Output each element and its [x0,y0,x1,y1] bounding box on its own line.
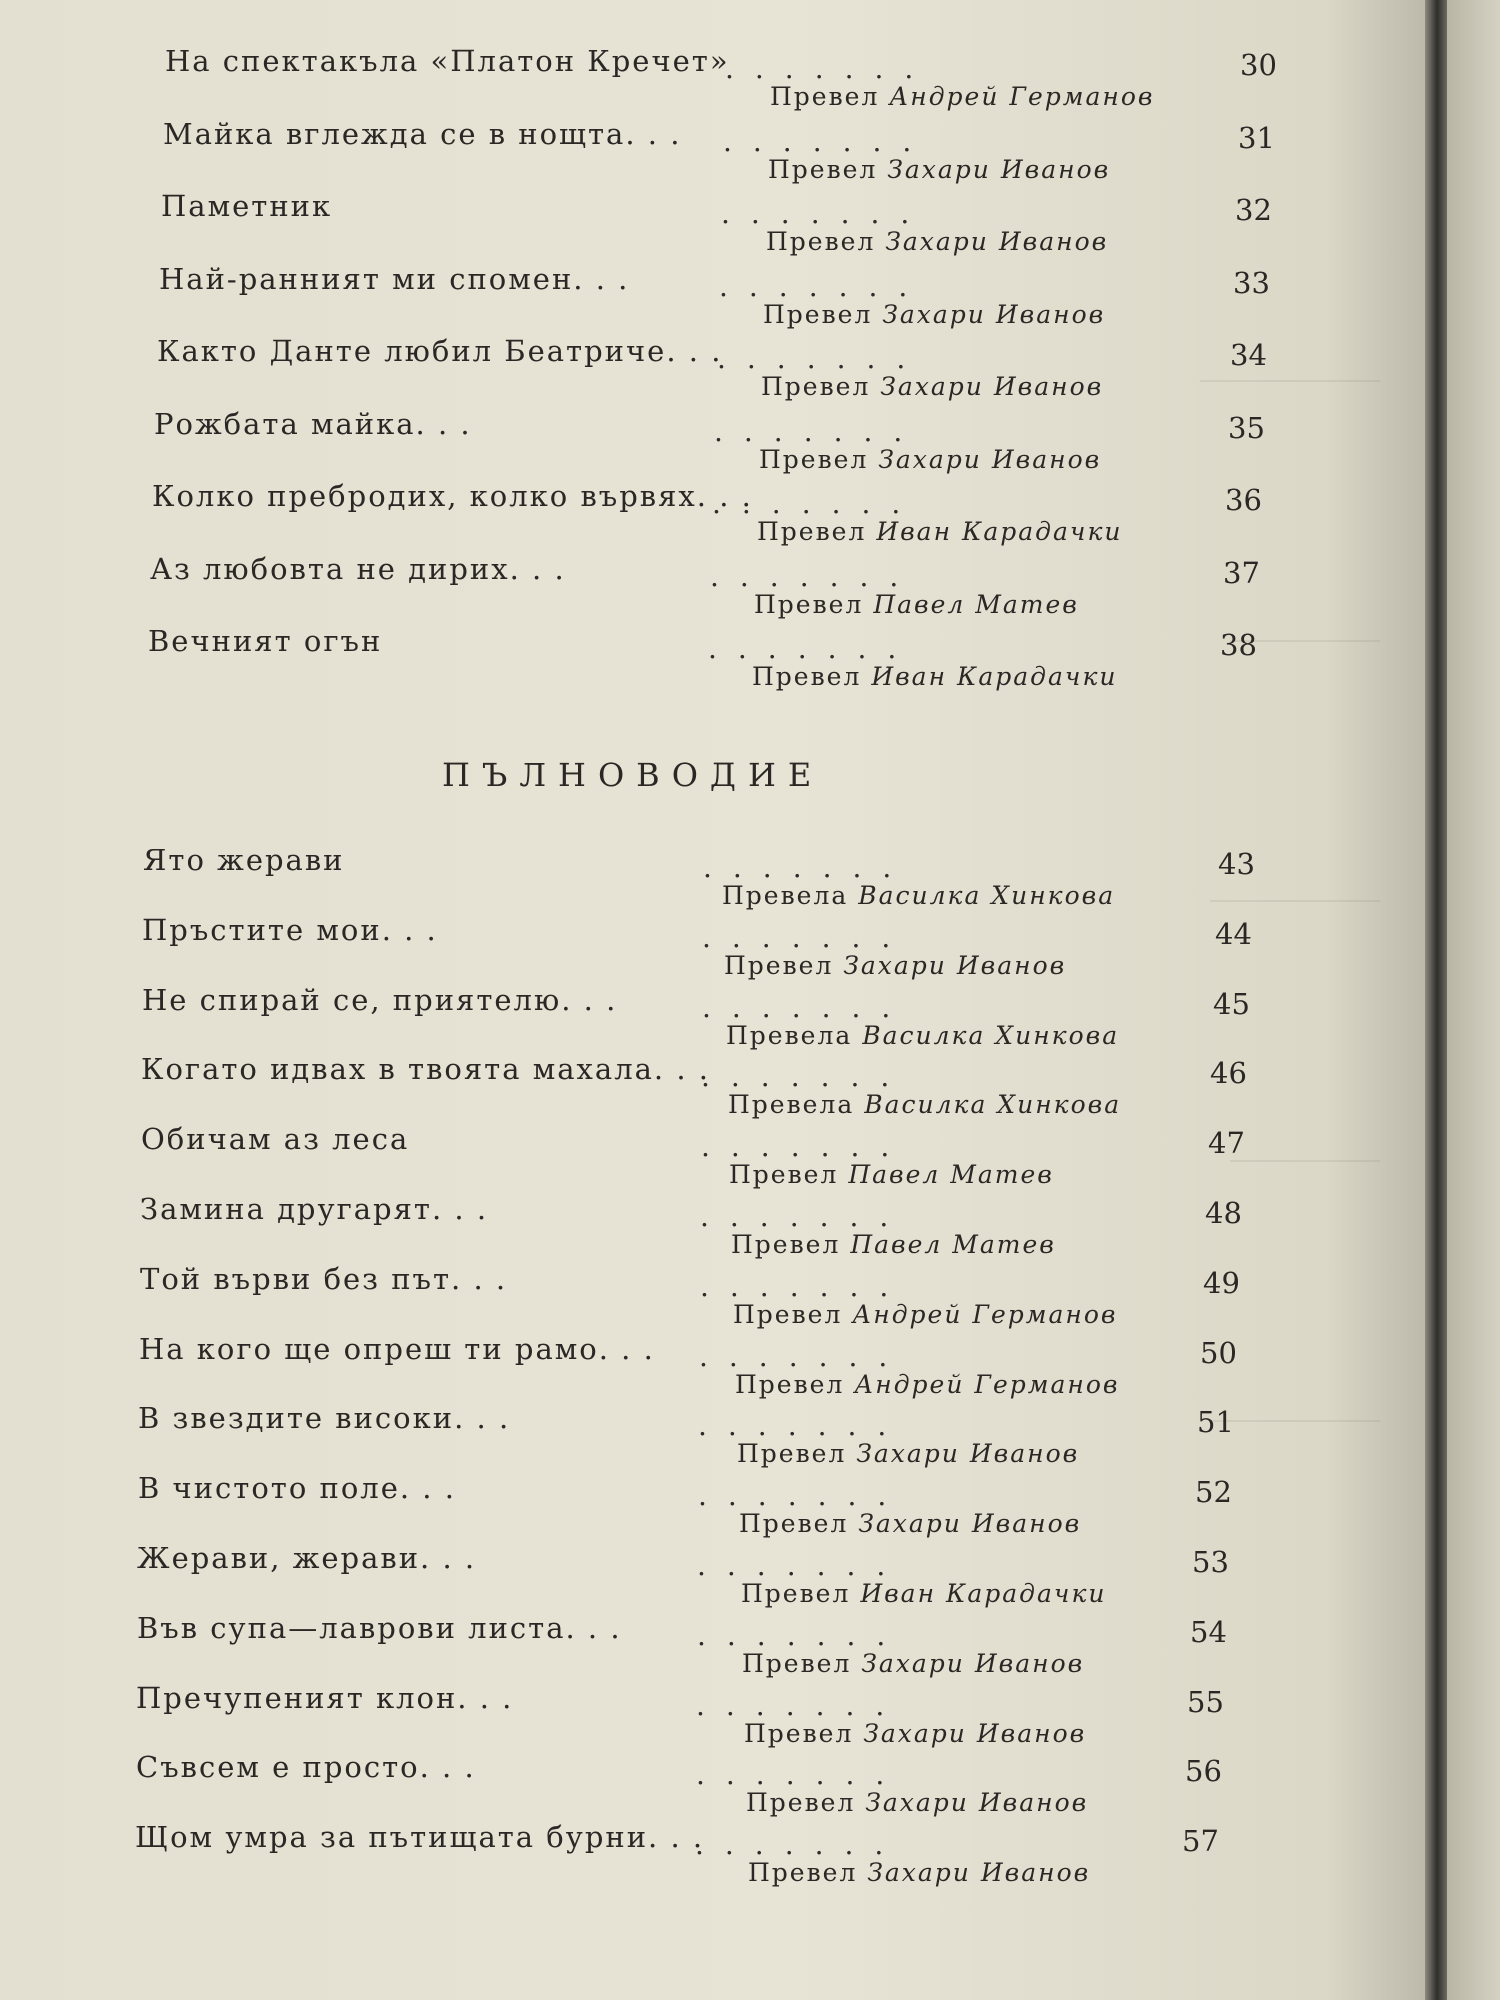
contents-entry [0,407,1440,479]
contents-entry [0,479,1440,551]
poem-title: В чистото поле. . . [138,1471,456,1505]
dot-leader: ....... [703,851,913,884]
page-number: 31 [1238,121,1275,155]
contents-entry [0,1611,1440,1683]
translator-name: Павел Матев [873,590,1079,619]
translator-credit [759,445,1101,474]
translator-verb: Превел [742,1649,852,1678]
translator-credit [754,590,1079,619]
contents-entry [0,1541,1440,1613]
translator-verb: Превел [737,1439,847,1468]
contents-entry [0,983,1440,1055]
translator-credit [761,372,1103,401]
poem-title: Колко пребродих, колко вървях. . . [152,479,753,513]
poem-title: Както Данте любил Беатриче. . . [157,334,723,368]
translator-credit [722,881,1115,910]
translator-credit [766,227,1108,256]
translator-name: Захари Иванов [880,372,1104,401]
poem-title: Майка вглежда се в нощта. . . [163,117,682,151]
translator-verb: Превела [728,1090,855,1119]
translator-name: Захари Иванов [885,227,1109,256]
translator-verb: Превел [744,1719,854,1748]
translator-verb: Превел [731,1230,841,1259]
page-number: 54 [1190,1615,1227,1649]
page-number: 34 [1230,338,1267,372]
translator-name: Захари Иванов [878,445,1102,474]
contents-entry [0,624,1440,696]
translator-credit [724,951,1066,980]
translator-verb: Превел [770,82,880,111]
translator-verb: Превел [757,517,867,546]
translator-credit [763,300,1105,329]
poem-title: Пръстите мои. . . [142,913,438,947]
translator-name: Василка Хинкова [862,1021,1120,1050]
translator-verb: Превел [759,445,869,474]
contents-entry [0,262,1440,334]
contents-entry [0,1262,1440,1334]
page-number: 53 [1192,1545,1229,1579]
contents-entry [0,1122,1440,1194]
dot-leader: ....... [710,560,920,593]
poem-title: Най-ранният ми спомен. . . [159,262,630,296]
translator-verb: Превела [722,881,849,910]
translator-verb: Превел [761,372,871,401]
page-number: 38 [1220,628,1257,662]
translator-verb: Превел [739,1509,849,1538]
dot-leader: ....... [695,1828,905,1861]
poem-title: Паметник [161,189,333,223]
translator-credit [741,1579,1106,1608]
translator-verb: Превел [733,1300,843,1329]
translator-name: Захари Иванов [882,300,1106,329]
translator-credit [726,1021,1119,1050]
page-number: 51 [1197,1405,1234,1439]
translator-credit [733,1300,1117,1329]
dot-leader: ....... [698,1409,908,1442]
translator-name: Иван Карадачки [860,1579,1107,1608]
translator-credit [735,1370,1119,1399]
contents-entry [0,189,1440,261]
translator-credit [752,662,1117,691]
translator-verb: Превел [763,300,873,329]
page-number: 55 [1187,1685,1224,1719]
poem-title: Замина другарят. . . [140,1192,489,1226]
translator-credit [729,1160,1054,1189]
dot-leader: ....... [714,415,924,448]
translator-credit [748,1858,1090,1887]
dot-leader: ....... [717,342,927,375]
contents-entry [0,1750,1440,1822]
dot-leader: ....... [696,1689,906,1722]
page-number: 48 [1205,1196,1242,1230]
poem-title: Аз любовта не дирих. . . [150,552,566,586]
translator-name: Захари Иванов [861,1649,1085,1678]
page-number: 46 [1210,1056,1247,1090]
translator-credit [739,1509,1081,1538]
poem-title: Ято жерави [143,843,345,877]
dot-leader: ....... [723,125,933,158]
page-number: 49 [1203,1266,1240,1300]
contents-entry [0,334,1440,406]
translator-name: Захари Иванов [858,1509,1082,1538]
translator-name: Павел Матев [848,1160,1054,1189]
page-number: 44 [1215,917,1252,951]
poem-title: Вечният огън [148,624,383,658]
page-number: 57 [1182,1824,1219,1858]
translator-credit [737,1439,1079,1468]
page-number: 45 [1213,987,1250,1021]
page-number: 43 [1218,847,1255,881]
translator-credit [768,155,1110,184]
translator-verb: Превел [746,1788,856,1817]
dot-leader: ....... [700,1270,910,1303]
contents-entry [0,1332,1440,1404]
dot-leader: ....... [697,1549,907,1582]
translator-credit [746,1788,1088,1817]
section-title: ПЪЛНОВОДИЕ [442,756,824,794]
dot-leader: ....... [696,1758,906,1791]
contents-entry [0,552,1440,624]
page-number: 36 [1225,483,1262,517]
contents-entry [0,1471,1440,1543]
dot-leader: ....... [721,197,931,230]
translator-name: Захари Иванов [867,1858,1091,1887]
translator-name: Захари Иванов [887,155,1111,184]
translator-name: Захари Иванов [865,1788,1089,1817]
contents-entry [0,1192,1440,1264]
contents-entry [0,1401,1440,1473]
translator-name: Павел Матев [850,1230,1056,1259]
contents-entry [0,1052,1440,1124]
translator-name: Андрей Германов [889,82,1155,111]
page-number: 37 [1223,556,1260,590]
dot-leader: ....... [698,1479,908,1512]
translator-credit [770,82,1154,111]
translator-verb: Превел [768,155,878,184]
translator-name: Захари Иванов [856,1439,1080,1468]
dot-leader: ....... [725,52,935,85]
dot-leader: ....... [708,632,918,665]
poem-title: Обичам аз леса [141,1122,410,1156]
translator-name: Андрей Германов [854,1370,1120,1399]
poem-title: На кого ще опреш ти рамо. . . [139,1332,655,1366]
poem-title: На спектакъла «Платон Кречет» [165,44,730,78]
translator-verb: Превел [766,227,876,256]
page-number: 52 [1195,1475,1232,1509]
contents-entry [0,117,1440,189]
poem-title: Щом умра за пътищата бурни. . . [135,1820,705,1854]
dot-leader: ....... [701,1130,911,1163]
poem-title: Когато идвах в твоята махала. . . [141,1052,710,1086]
translator-name: Василка Хинкова [858,881,1116,910]
dot-leader: ....... [702,991,912,1024]
poem-title: Пречупеният клон. . . [136,1681,514,1715]
page-number: 33 [1233,266,1270,300]
poem-title: Във супа—лаврови листа. . . [137,1611,622,1645]
translator-credit [742,1649,1084,1678]
dot-leader: ....... [719,270,929,303]
poem-title: Съвсем е просто. . . [136,1750,476,1784]
translator-credit [757,517,1122,546]
page-number: 30 [1240,48,1277,82]
contents-entry [0,44,1440,116]
translator-verb: Превел [754,590,864,619]
poem-title: Той върви без път. . . [140,1262,508,1296]
translator-credit [728,1090,1121,1119]
page-number: 56 [1185,1754,1222,1788]
poem-title: В звездите високи. . . [138,1401,511,1435]
poem-title: Жерави, жерави. . . [137,1541,477,1575]
dot-leader: ....... [701,1060,911,1093]
translator-name: Захари Иванов [843,951,1067,980]
translator-verb: Превела [726,1021,853,1050]
dot-leader: ....... [697,1619,907,1652]
translator-verb: Превел [752,662,862,691]
dot-leader: ....... [699,1340,909,1373]
contents-entry [0,1820,1440,1892]
contents-entry [0,843,1440,915]
poem-title: Рожбата майка. . . [154,407,472,441]
page-number: 32 [1235,193,1272,227]
translator-verb: Превел [729,1160,839,1189]
translator-name: Захари Иванов [863,1719,1087,1748]
translator-verb: Превел [724,951,834,980]
translator-credit [731,1230,1056,1259]
page-number: 35 [1228,411,1265,445]
translator-name: Иван Карадачки [871,662,1118,691]
translator-credit [744,1719,1086,1748]
translator-name: Андрей Германов [852,1300,1118,1329]
poem-title: Не спирай се, приятелю. . . [142,983,618,1017]
dot-leader: ....... [712,487,922,520]
contents-entry [0,1681,1440,1753]
translator-verb: Превел [748,1858,858,1887]
dot-leader: ....... [702,921,912,954]
translator-name: Василка Хинкова [864,1090,1122,1119]
translator-name: Иван Карадачки [876,517,1123,546]
facing-page-edge [1447,0,1500,2000]
translator-verb: Превел [735,1370,845,1399]
dot-leader: ....... [700,1200,910,1233]
contents-entry [0,913,1440,985]
page-number: 47 [1208,1126,1245,1160]
translator-verb: Превел [741,1579,851,1608]
page-number: 50 [1200,1336,1237,1370]
